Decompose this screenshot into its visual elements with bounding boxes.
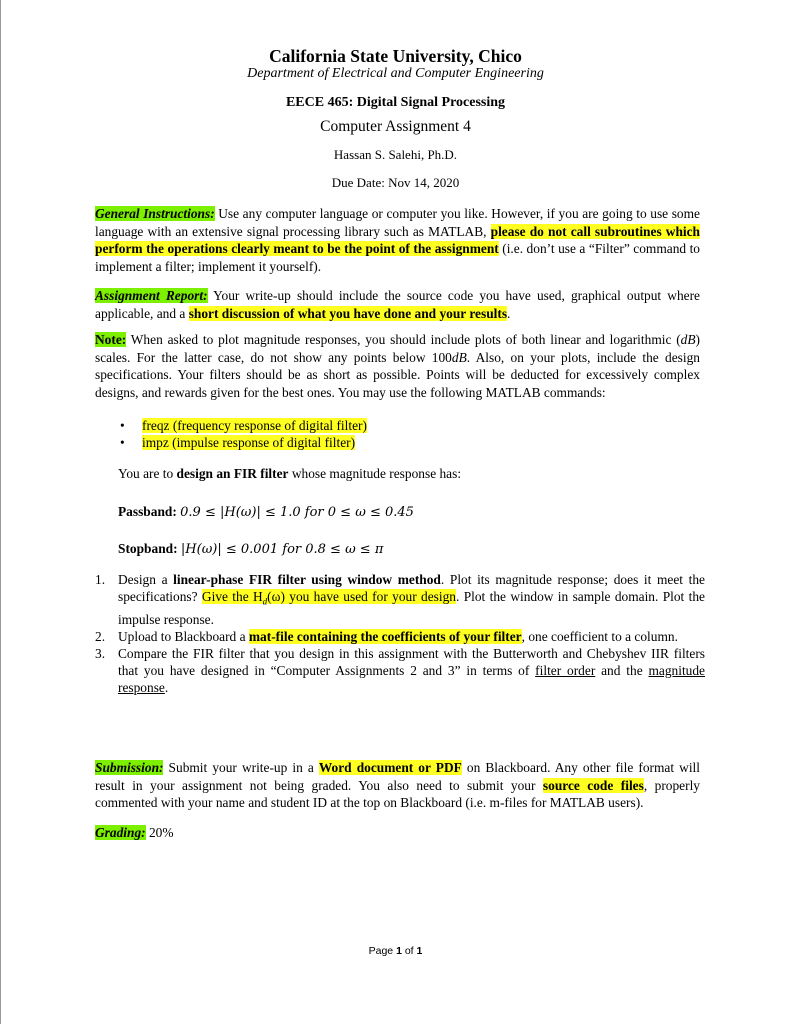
list-item: • impz (impulse response of digital filter) bbox=[120, 435, 356, 450]
department-title: Department of Electrical and Computer Engineering bbox=[247, 66, 544, 81]
general-label: General Instructions: bbox=[95, 206, 215, 221]
matlab-commands-list bbox=[118, 417, 367, 451]
general-instructions: General Instructions: Use any computer language or computer you like. However, if you are going to use some language with an extensive signal processing library such as MATLAB, please do not call subroutines which perform the operations clearly meant to be the point of the assignment (i.e. don’t use a “Filter” command to implement a filter; implement it yourself). bbox=[95, 206, 701, 274]
task-list bbox=[95, 571, 705, 696]
design-intro: You are to design an FIR filter whose magnitude response has: bbox=[118, 466, 462, 481]
bullet-icon: • bbox=[120, 418, 125, 433]
hd-highlight: Give the $H_d(\omega)$ you have used for your design bbox=[201, 589, 456, 607]
report-highlight: short discussion of what you have done and your results bbox=[188, 305, 508, 321]
assignment-title: Computer Assignment 4 bbox=[320, 118, 471, 135]
bullet-icon: • bbox=[120, 435, 125, 450]
page-number: Page 1 of 1 bbox=[368, 945, 423, 957]
course-title: EECE 465: Digital Signal Processing bbox=[285, 95, 506, 110]
grading-line: Grading: 20% bbox=[95, 825, 174, 840]
due-date: Due Date: Nov 14, 2020 bbox=[331, 175, 460, 190]
list-item: 1. Design a linear-phase FIR filter using window method. Plot its magnitude response; does it meet the specifications? Give the $H_d(\omega)$ you have used for your design. Plot the window in sample domain. Plot the impulse response. bbox=[95, 572, 705, 627]
list-item: 2. Upload to Blackboard a mat-file containing the coefficients of your filter, one coefficient to a column. bbox=[95, 628, 678, 644]
submission-label: Submission: bbox=[95, 760, 164, 775]
university-title: California State University, Chico bbox=[269, 46, 522, 66]
general-highlight: please do not call subroutines which perform the operations clearly meant to be the point of the assignment bbox=[95, 223, 701, 256]
author-name: Hassan S. Salehi, Ph.D. bbox=[333, 147, 458, 162]
note-label: Note: bbox=[95, 332, 127, 347]
passband-spec: Passband: 0.9 ≤ |H(ω)| ≤ 1.0 for 0 ≤ ω ≤ 0.45 bbox=[118, 504, 414, 520]
grading-label: Grading: bbox=[95, 825, 146, 840]
submission-paragraph: Submission: Submit your write-up in a Word document or PDF on Blackboard. Any other file format will result in your assignment not being graded. You also need to submit your source code files, properly commented with your name and student ID at the top on Blackboard (i.e. m-files for MATLAB users). bbox=[95, 760, 700, 810]
report-label: Assignment Report: bbox=[95, 288, 208, 303]
stopband-spec: Stopband: |H(ω)| ≤ 0.001 for 0.8 ≤ ω ≤ π bbox=[118, 541, 384, 557]
assignment-report: Assignment Report: Your write-up should include the source code you have used, graphical output where applicable, and a short discussion of what you have done and your results. bbox=[95, 288, 700, 321]
list-item: 3. Compare the FIR filter that you design in this assignment with the Butterworth and Chebyshev IIR filters that you have designed in “Computer Assignments 2 and 3” in terms of filter order and the magnitude response. bbox=[95, 645, 705, 695]
note-paragraph: Note: When asked to plot magnitude responses, you should include plots of both linear and logarithmic (dB) scales. For the latter case, do not show any points below 100dB. Also, on your plots, include the design specifications. Your filters should be as short as possible. Points will be deducted for excessively complex designs, and rewards given for the best ones. You may use the following MATLAB commands: bbox=[95, 332, 700, 400]
list-item: • freqz (frequency response of digital filter) bbox=[120, 418, 367, 433]
